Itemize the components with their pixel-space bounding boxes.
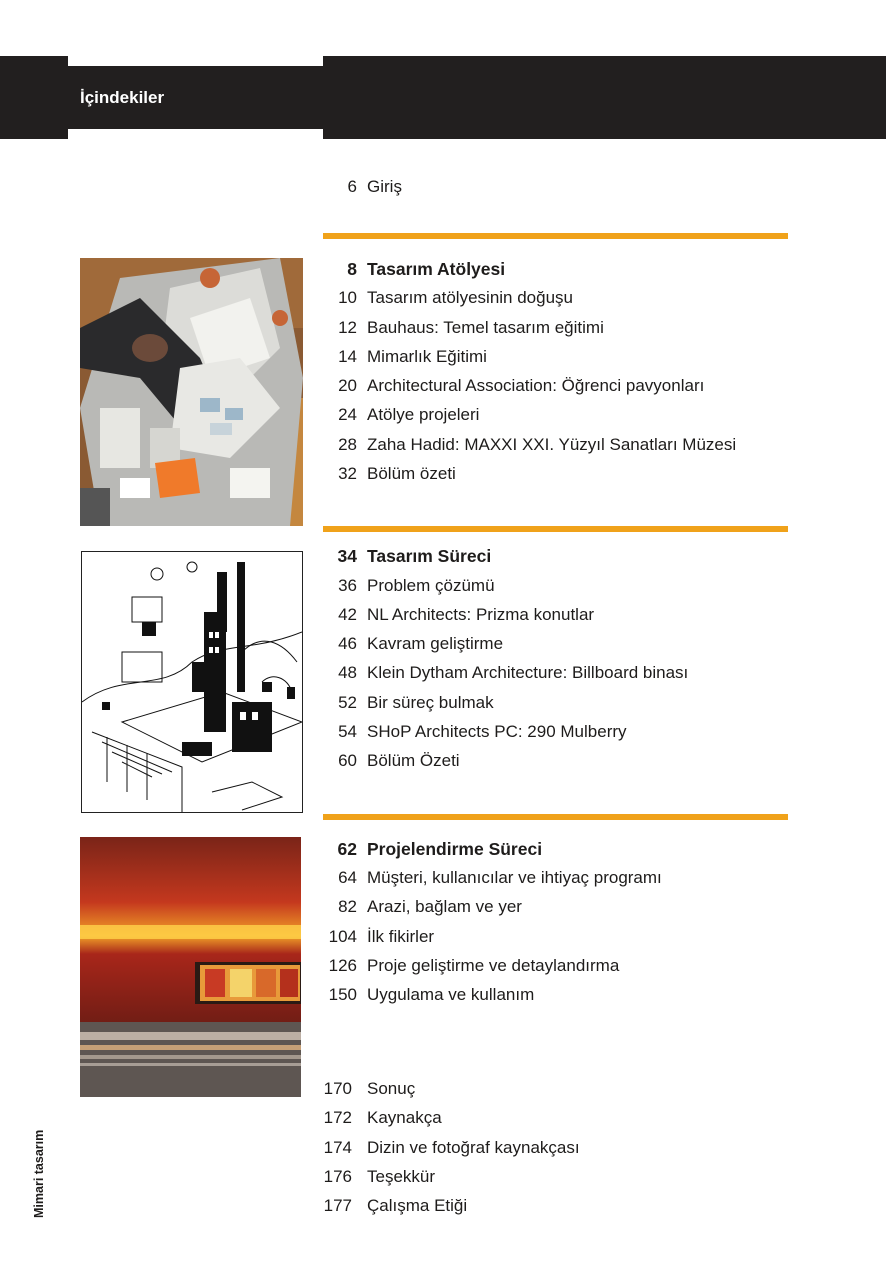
toc-title: Bölüm Özeti <box>367 751 460 770</box>
toc-entry-intro[interactable] <box>300 175 402 199</box>
toc-entry[interactable] <box>300 433 736 457</box>
toc-title: SHoP Architects PC: 290 Mulberry <box>367 722 627 741</box>
toc-page-number: 82 <box>338 897 357 916</box>
toc-page-number: 36 <box>338 576 357 595</box>
toc-entry[interactable] <box>300 866 662 890</box>
toc-entry[interactable] <box>300 691 494 715</box>
toc-entry[interactable] <box>300 316 604 340</box>
toc-title: Projelendirme Süreci <box>367 839 543 859</box>
toc-page-number: 46 <box>338 634 357 653</box>
toc-page-number: 14 <box>338 347 357 366</box>
section-rule-2 <box>323 526 788 532</box>
toc-title: Klein Dytham Architecture: Billboard binası <box>367 663 689 682</box>
toc-page-number: 62 <box>337 839 357 859</box>
toc-section-heading-3[interactable] <box>300 837 542 861</box>
toc-entry[interactable] <box>300 403 479 427</box>
toc-title: Çalışma Etiği <box>367 1196 468 1215</box>
toc-title: Teşekkür <box>367 1167 436 1186</box>
toc-page-number: 126 <box>328 956 357 975</box>
page-title: İçindekiler <box>68 66 323 129</box>
toc-page-number: 52 <box>338 693 357 712</box>
toc-page-number: 28 <box>338 435 357 454</box>
toc-title: Uygulama ve kullanım <box>367 985 535 1004</box>
billboard-building-photo <box>80 837 301 1097</box>
toc-page-number: 6 <box>347 177 357 196</box>
toc-title: Problem çözümü <box>367 576 495 595</box>
section-rule-1 <box>323 233 788 239</box>
header-tab-top-edge <box>68 56 323 66</box>
toc-title: Giriş <box>367 177 402 196</box>
toc-entry[interactable] <box>300 749 460 773</box>
toc-entry[interactable] <box>300 286 573 310</box>
toc-page-number: 54 <box>338 722 357 741</box>
toc-title: Proje geliştirme ve detaylandırma <box>367 956 620 975</box>
toc-page-number: 8 <box>347 259 357 279</box>
toc-entry[interactable] <box>300 574 495 598</box>
toc-title: Bauhaus: Temel tasarım eğitimi <box>367 318 604 337</box>
section-rule-3 <box>323 814 788 820</box>
toc-entry-end[interactable] <box>300 1077 415 1101</box>
toc-title: Bir süreç bulmak <box>367 693 494 712</box>
toc-entry-end[interactable] <box>300 1165 435 1189</box>
toc-section-heading-1[interactable] <box>300 257 505 281</box>
toc-entry[interactable] <box>300 983 534 1007</box>
toc-title: Bölüm özeti <box>367 464 456 483</box>
toc-title: Kaynakça <box>367 1108 442 1127</box>
toc-entry[interactable] <box>300 720 627 744</box>
toc-page-number: 12 <box>338 318 357 337</box>
toc-entry[interactable] <box>300 925 434 949</box>
header-tab-bottom-edge <box>68 129 323 139</box>
toc-title: Architectural Association: Öğrenci pavyonları <box>367 376 705 395</box>
toc-entry[interactable] <box>300 345 487 369</box>
toc-page-number: 32 <box>338 464 357 483</box>
toc-entry[interactable] <box>300 632 503 656</box>
toc-entry[interactable] <box>300 661 688 685</box>
toc-page-number: 42 <box>338 605 357 624</box>
toc-title: Dizin ve fotoğraf kaynakçası <box>367 1138 580 1157</box>
toc-entry[interactable] <box>300 603 594 627</box>
design-process-illustration <box>81 551 303 813</box>
toc-page-number: 172 <box>323 1108 352 1127</box>
toc-title: Atölye projeleri <box>367 405 480 424</box>
toc-page-number: 20 <box>338 376 357 395</box>
toc-page-number: 174 <box>323 1138 352 1157</box>
toc-entry[interactable] <box>300 374 704 398</box>
toc-page-number: 177 <box>323 1196 352 1215</box>
toc-title: Arazi, bağlam ve yer <box>367 897 522 916</box>
toc-section-heading-2[interactable] <box>300 544 491 568</box>
toc-title: Mimarlık Eğitimi <box>367 347 487 366</box>
toc-page-number: 60 <box>338 751 357 770</box>
toc-title: Tasarım atölyesinin doğuşu <box>367 288 574 307</box>
toc-page-number: 64 <box>338 868 357 887</box>
toc-page-number: 34 <box>337 546 357 566</box>
toc-title: NL Architects: Prizma konutlar <box>367 605 595 624</box>
toc-title: Zaha Hadid: MAXXI XXI. Yüzyıl Sanatları Müzesi <box>367 435 737 454</box>
toc-page-number: 170 <box>323 1079 352 1098</box>
toc-page-number: 176 <box>323 1167 352 1186</box>
toc-title: Sonuç <box>367 1079 416 1098</box>
toc-entry-end[interactable] <box>300 1136 580 1160</box>
toc-title: Kavram geliştirme <box>367 634 504 653</box>
toc-page-number: 150 <box>328 985 357 1004</box>
toc-page-number: 10 <box>338 288 357 307</box>
toc-entry-end[interactable] <box>300 1194 467 1218</box>
toc-title: Tasarım Süreci <box>367 546 492 566</box>
toc-page-number: 48 <box>338 663 357 682</box>
toc-title: İlk fikirler <box>367 927 435 946</box>
toc-title: Tasarım Atölyesi <box>367 259 506 279</box>
studio-workshop-photo <box>80 258 303 526</box>
running-title: Mimari tasarım <box>32 1129 46 1218</box>
toc-page-number: 104 <box>328 927 357 946</box>
toc-entry[interactable] <box>300 895 522 919</box>
toc-entry-end[interactable] <box>300 1106 442 1130</box>
toc-page-number: 24 <box>338 405 357 424</box>
toc-entry[interactable] <box>300 462 456 486</box>
toc-entry[interactable] <box>300 954 619 978</box>
toc-title: Müşteri, kullanıcılar ve ihtiyaç programı <box>367 868 662 887</box>
